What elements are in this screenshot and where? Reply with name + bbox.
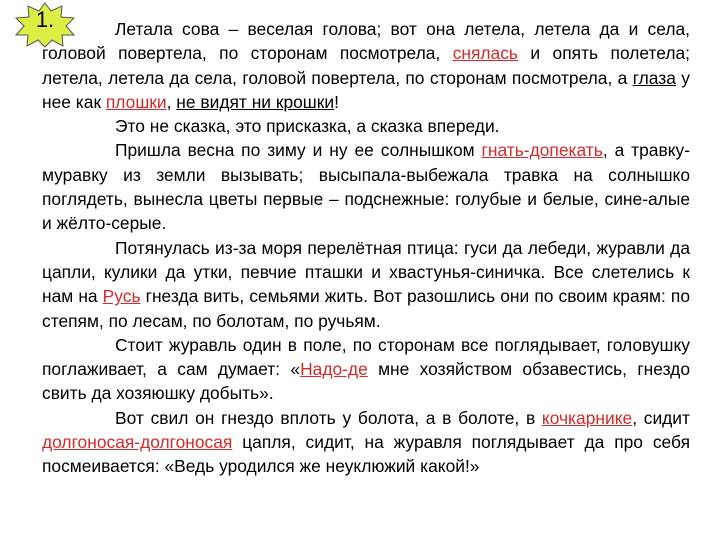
slide-number: 1. bbox=[35, 7, 55, 32]
highlighted-word: снялась bbox=[452, 43, 518, 64]
paragraph-4 bbox=[42, 236, 690, 333]
story-text bbox=[42, 17, 690, 479]
underlined-phrase: глаза bbox=[632, 67, 676, 88]
paragraph-6 bbox=[42, 406, 690, 479]
paragraph-5 bbox=[42, 333, 690, 406]
text-run: , сидит bbox=[632, 407, 690, 428]
text-run: Стоит журавль один в поле, по сторонам все поглядывает, головушку поглаживает, а сам думает: « bbox=[42, 334, 690, 380]
text-run: Потянулась из-за моря перелётная птица: гуси да лебеди, журавли да цапли, кулики да утки, певчие пташки и хвастунья-синичка. Все слетелись к нам на bbox=[42, 237, 690, 307]
text-run: Это не сказка, это присказка, а сказка впереди. bbox=[115, 116, 500, 137]
paragraph-1 bbox=[42, 17, 690, 114]
text-run: гнезда вить, семьями жить. Вот разошлись они по своим краям: по степям, по лесам, по болотам, по ручьям. bbox=[42, 286, 690, 331]
text-run: и опять полетела; летела, летела да села, головой повертела, по сторонам посмотрела, а bbox=[42, 43, 690, 88]
highlighted-word: гнать-допекать bbox=[481, 140, 603, 161]
paragraph-3 bbox=[42, 138, 690, 235]
text-run: , bbox=[166, 91, 177, 112]
highlighted-word: плошки bbox=[105, 91, 167, 112]
highlighted-word: долгоносая-долгоносая bbox=[42, 432, 233, 453]
text-run: , а травку-муравку из земли вызывать; высыпала-выбежала травка на солнышко поглядеть, вынесла цветы первые – подснежные: голубые и белые, сине-алые и жёлто-серые. bbox=[42, 140, 690, 234]
text-run: Вот свил он гнездо вплоть у болота, а в болоте, в bbox=[115, 407, 542, 428]
underlined-phrase: не видят ни крошки bbox=[176, 91, 335, 112]
highlighted-word: кочкарнике bbox=[541, 407, 633, 428]
highlighted-word: Русь bbox=[102, 286, 141, 307]
text-run: Летала сова – веселая голова; вот она летела, летела да и села, головой повертела, по сторонам посмотрела, bbox=[42, 19, 690, 64]
text-run: Пришла весна по зиму и ну ее солнышком bbox=[115, 140, 482, 161]
text-run: мне хозяйством обзавестись, гнездо свить да хозяюшку добыть». bbox=[42, 359, 690, 404]
highlighted-word: Надо-де bbox=[300, 359, 368, 380]
text-run: цапля, сидит, на журавля поглядывает да про себя посмеивается: «Ведь уродился же неуклюжий какой!» bbox=[42, 432, 690, 477]
text-run: у нее как bbox=[42, 67, 690, 112]
text-run: ! bbox=[334, 91, 339, 112]
paragraph-2 bbox=[42, 114, 690, 138]
